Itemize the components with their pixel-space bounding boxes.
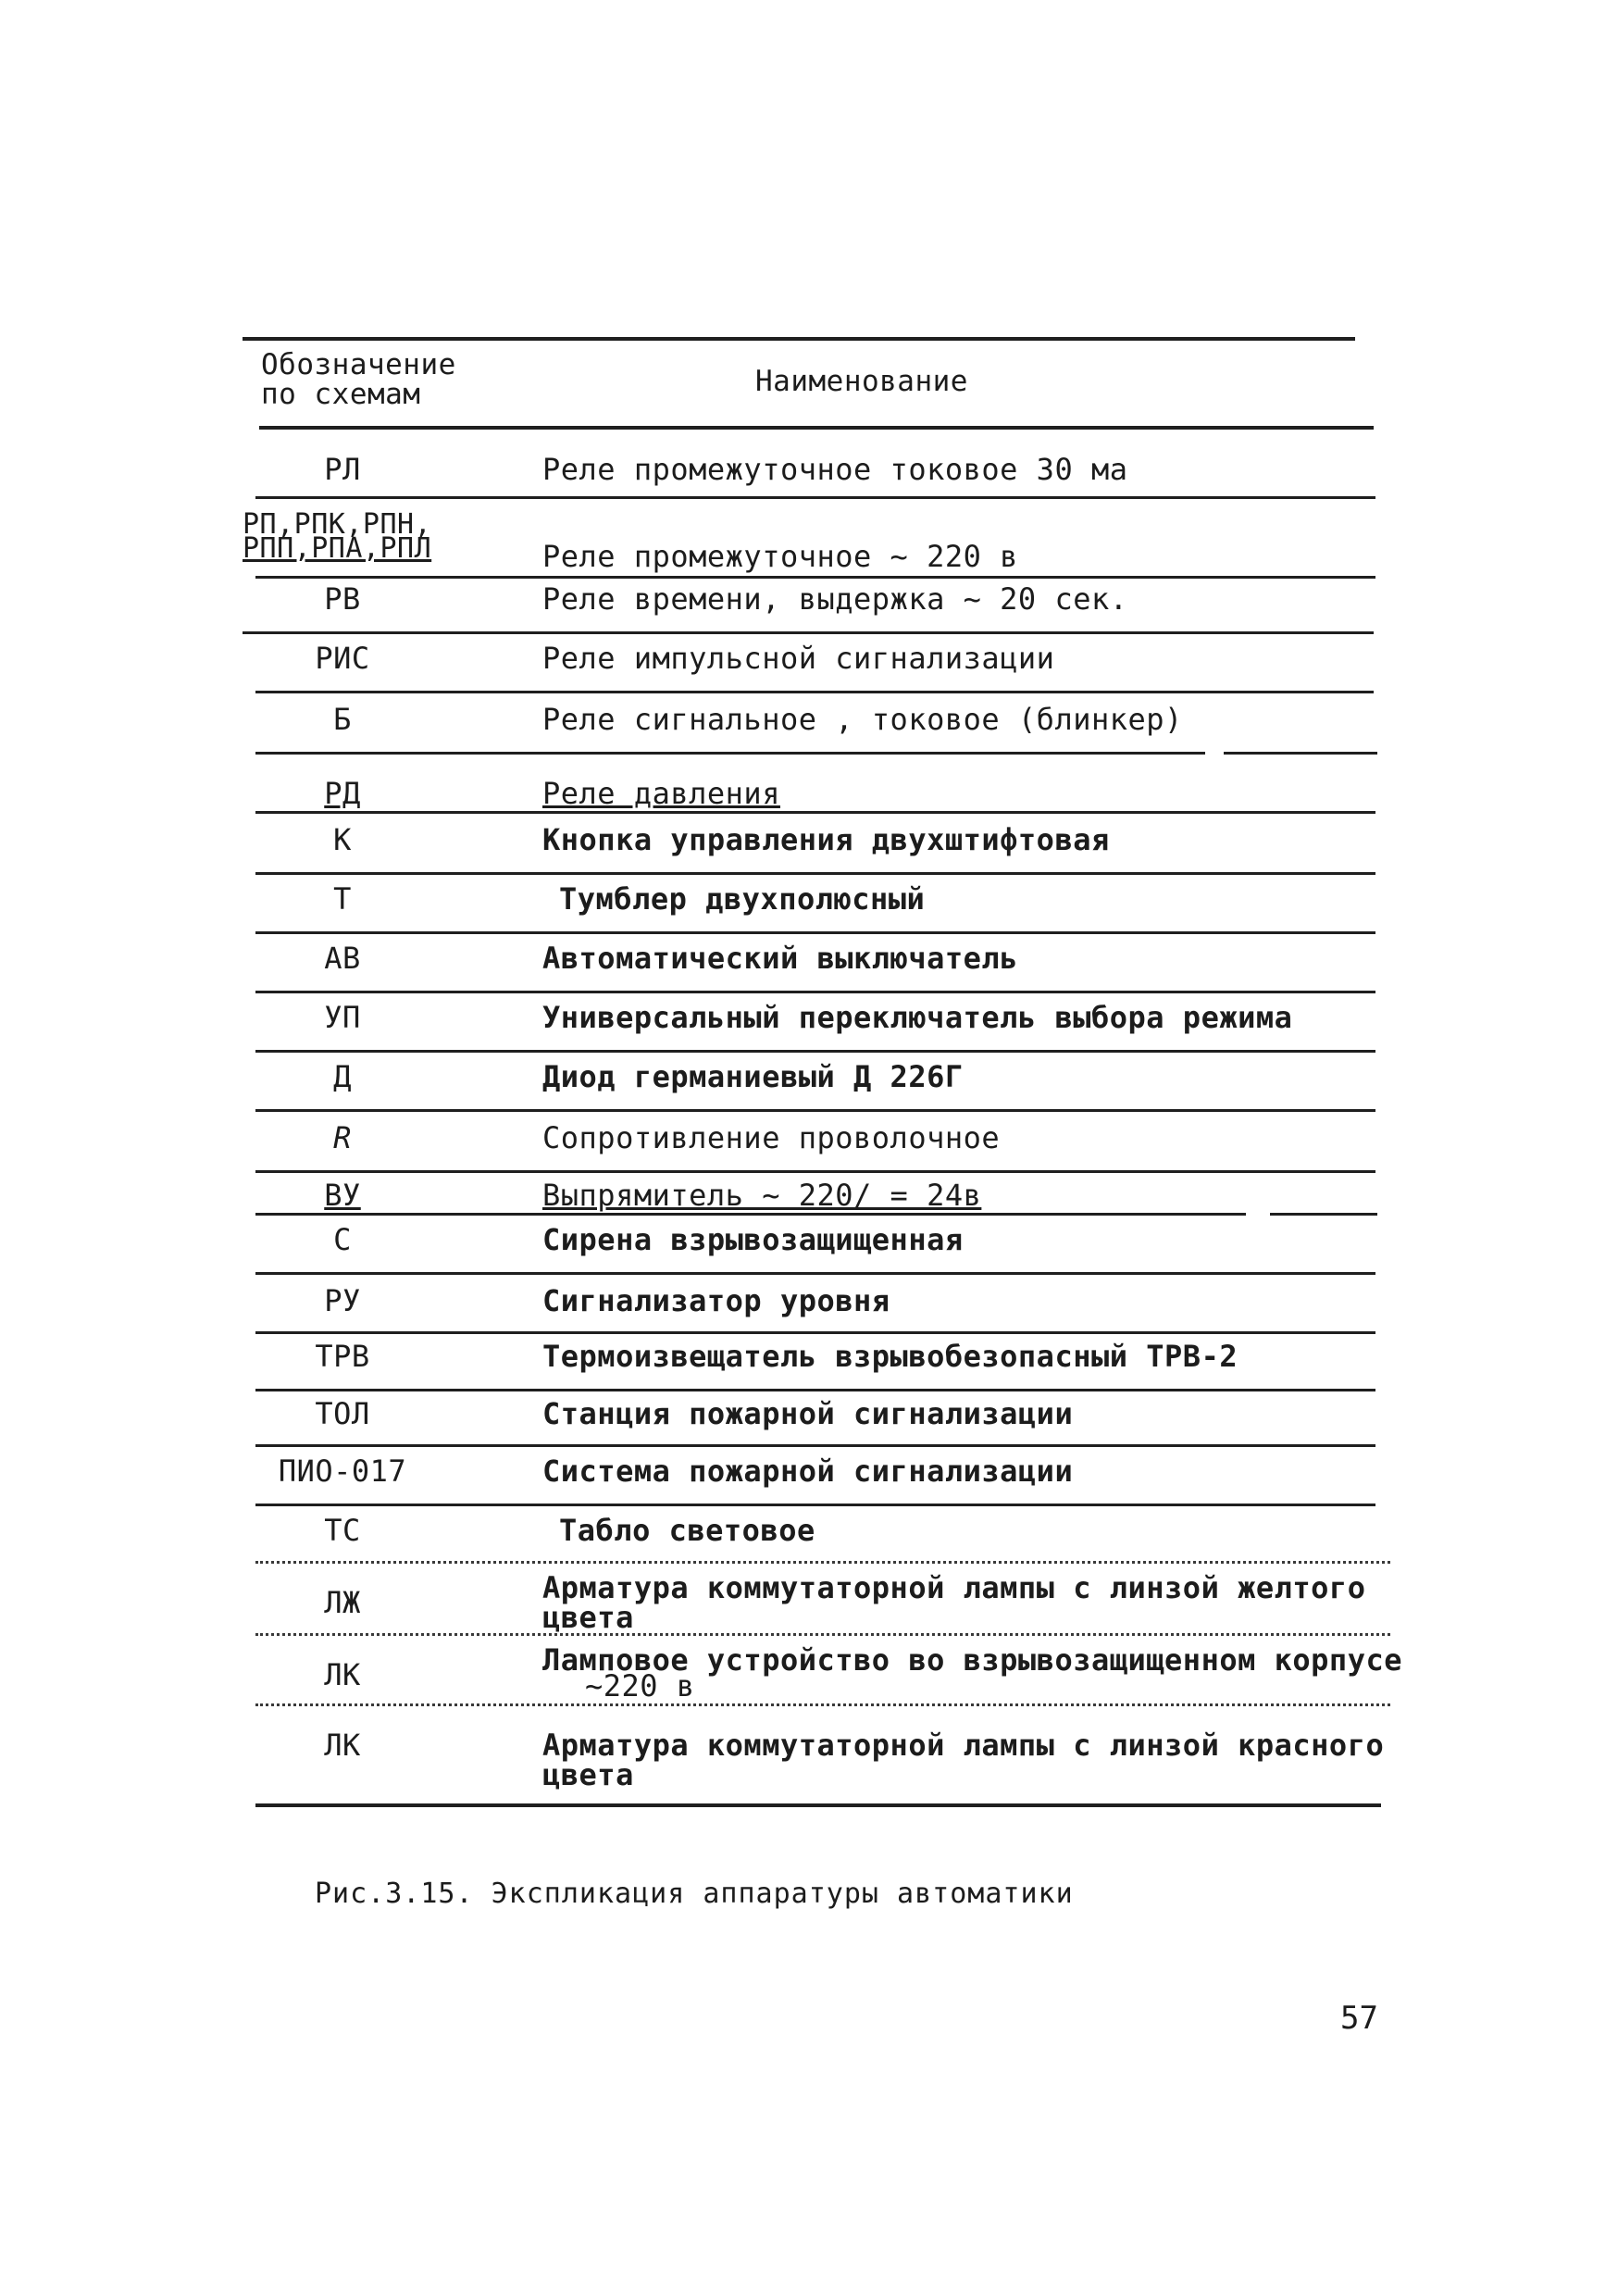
row-code: ТОЛ bbox=[315, 1396, 370, 1431]
row-code: Д bbox=[333, 1059, 352, 1094]
row-name: Реле промежуточное токовое 30 ма bbox=[542, 452, 1128, 487]
row-divider bbox=[255, 1389, 1375, 1391]
row-code: РД bbox=[324, 776, 361, 811]
row-divider bbox=[255, 691, 1374, 693]
row-name: Арматура коммутаторной лампы с линзой желтого bbox=[542, 1570, 1366, 1605]
row-code: Б bbox=[333, 702, 352, 737]
row-name-cont: ~220 в bbox=[585, 1668, 695, 1703]
row-name: Табло световое bbox=[559, 1513, 815, 1548]
row-code: ТС bbox=[324, 1513, 361, 1548]
row-divider bbox=[255, 1504, 1375, 1506]
row-divider bbox=[255, 1331, 1375, 1334]
row-name: Термоизвещатель взрывобезопасный ТРВ-2 bbox=[542, 1339, 1238, 1374]
row-divider bbox=[255, 931, 1375, 934]
row-name: Станция пожарной сигнализации bbox=[542, 1396, 1074, 1431]
row-name: Реле давления bbox=[542, 776, 780, 811]
row-code: ВУ bbox=[324, 1178, 361, 1213]
page-number: 57 bbox=[1340, 2000, 1378, 2037]
row-divider bbox=[255, 1213, 1246, 1216]
row-code: К bbox=[333, 822, 352, 857]
row-code: РУ bbox=[324, 1283, 361, 1318]
row-divider bbox=[255, 752, 1205, 755]
row-divider bbox=[1270, 1213, 1377, 1216]
row-divider bbox=[255, 1561, 1390, 1564]
row-name-cont: цвета bbox=[542, 1600, 634, 1635]
row-code: ЛК bbox=[324, 1728, 361, 1763]
header-bottom-rule bbox=[259, 426, 1374, 430]
row-divider bbox=[255, 1272, 1375, 1275]
row-name: Реле промежуточное ~ 220 в bbox=[542, 539, 1018, 574]
row-code: РПП,РПА,РПЛ bbox=[243, 532, 432, 565]
row-name-cont: цвета bbox=[542, 1757, 634, 1792]
row-name: Сирена взрывозащищенная bbox=[542, 1222, 964, 1257]
row-divider bbox=[255, 1109, 1375, 1112]
header-code-line-2: по схемам bbox=[261, 378, 421, 411]
row-name: Реле сигнальное , токовое (блинкер) bbox=[542, 702, 1183, 737]
header-code-line-1: Обозначение bbox=[261, 348, 456, 381]
row-code: АВ bbox=[324, 941, 361, 976]
row-divider bbox=[255, 1633, 1390, 1636]
row-code: ЛЖ bbox=[324, 1585, 361, 1620]
row-divider bbox=[255, 576, 1375, 579]
row-code: ТРВ bbox=[315, 1339, 370, 1374]
header-name: Наименование bbox=[755, 365, 968, 398]
figure-caption: Рис.3.15. Экспликация аппаратуры автоматики bbox=[315, 1878, 1074, 1910]
row-name: Реле импульсной сигнализации bbox=[542, 641, 1055, 676]
row-name: Ламповое устройство во взрывозащищенном корпусе bbox=[542, 1642, 1402, 1678]
row-code: РВ bbox=[324, 581, 361, 617]
row-code: РЛ bbox=[324, 452, 361, 487]
row-name: Универсальный переключатель выбора режима bbox=[542, 1000, 1293, 1035]
row-code: РП,РПК,РПН, bbox=[243, 508, 432, 541]
row-name: Система пожарной сигнализации bbox=[542, 1454, 1074, 1489]
row-code: ПИО-017 bbox=[278, 1454, 407, 1489]
table-top-rule bbox=[243, 337, 1355, 341]
row-divider bbox=[255, 1170, 1375, 1173]
row-name: Сигнализатор уровня bbox=[542, 1283, 890, 1318]
row-code: ЛК bbox=[324, 1657, 361, 1692]
row-divider bbox=[255, 496, 1375, 499]
row-name: Реле времени, выдержка ~ 20 сек. bbox=[542, 581, 1128, 617]
row-code: Т bbox=[333, 881, 352, 917]
row-name: Кнопка управления двухштифтовая bbox=[542, 822, 1110, 857]
table-bottom-rule bbox=[255, 1803, 1381, 1807]
row-divider bbox=[255, 1444, 1375, 1447]
row-code: РИС bbox=[315, 641, 370, 676]
row-divider bbox=[1224, 752, 1377, 755]
row-divider bbox=[255, 1050, 1375, 1053]
row-name: Выпрямитель ~ 220/ = 24в bbox=[542, 1178, 982, 1213]
row-code: R bbox=[333, 1120, 352, 1155]
row-name: Тумблер двухполюсный bbox=[559, 881, 926, 917]
row-divider bbox=[255, 811, 1375, 814]
row-divider bbox=[255, 991, 1375, 993]
row-name: Диод германиевый Д 226Г bbox=[542, 1059, 964, 1094]
row-name: Сопротивление проволочное bbox=[542, 1120, 1001, 1155]
row-name: Арматура коммутаторной лампы с линзой красного bbox=[542, 1728, 1385, 1763]
row-divider bbox=[243, 631, 1374, 634]
row-name: Автоматический выключатель bbox=[542, 941, 1018, 976]
row-divider bbox=[255, 872, 1375, 875]
row-code: С bbox=[333, 1222, 352, 1257]
row-divider bbox=[255, 1703, 1390, 1706]
row-code: УП bbox=[324, 1000, 361, 1035]
